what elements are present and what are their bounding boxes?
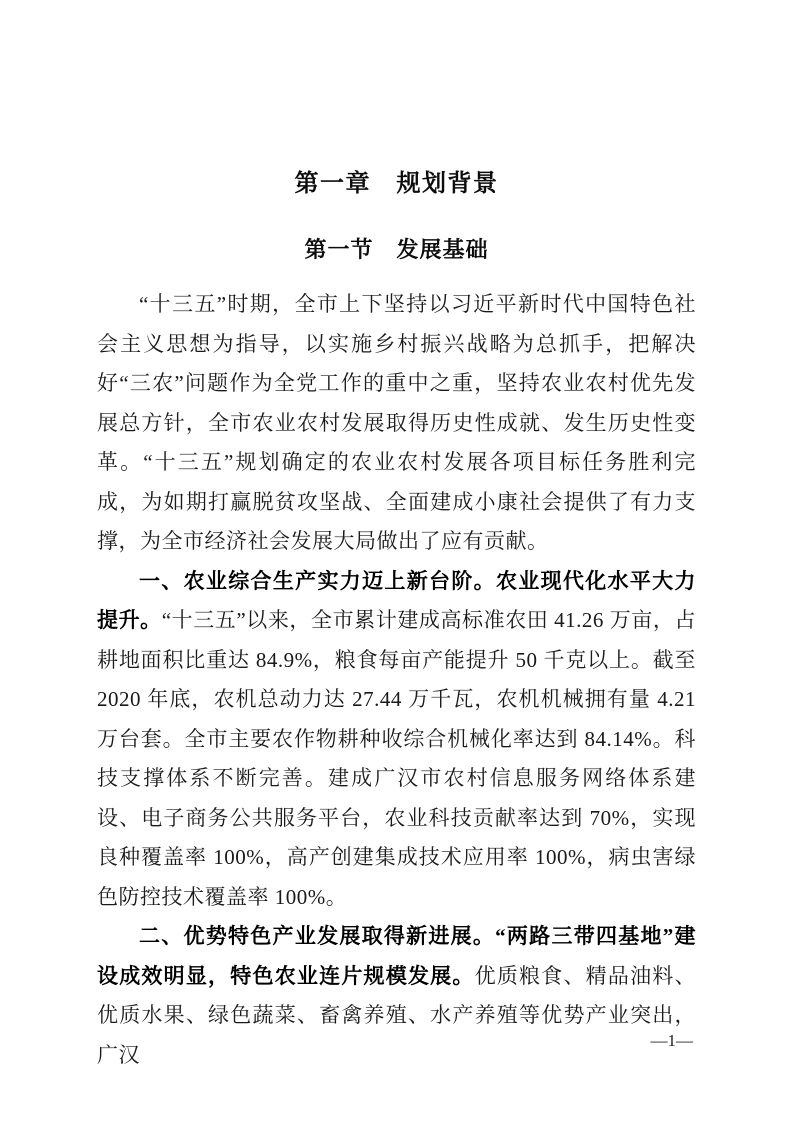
document-body	[97, 285, 696, 1075]
document-content	[97, 0, 696, 1075]
paragraph-2-lead: 一、农业综合生产实力迈上新台阶。农业现代化水平大力提升。	[97, 568, 696, 632]
chapter-title: 第一章 规划背景	[294, 170, 499, 197]
page-number: —1—	[650, 1031, 693, 1050]
paragraph-3-lead: 二、优势特色产业发展取得新进展。“两路三带四基地”建设成效明显，特色农业连片规模发展。	[97, 924, 696, 988]
paragraph-1	[97, 285, 696, 562]
paragraph-2-text: “十三五”以来，全市累计建成高标准农田 41.26 万亩，占耕地面积比重达 84.9%，粮食每亩产能提升 50 千克以上。截至 2020 年底，农机总动力达 27.44 万千瓦，农机机械拥有量 4.21 万台套。全市主要农作物耕种收综合机械化率达到 84.14%。科技支撑体系不断完善。建成广汉市农村信息服务网络体系建设、电子商务公共服务平台，农业科技贡献率达到 70%，实现良种覆盖率 100%，高产创建集成技术应用率 100%，病虫害绿色防控技术覆盖率 100%。	[97, 608, 696, 909]
section-title: 第一节 发展基础	[304, 237, 489, 262]
paragraph-1-text: “十三五”时期，全市上下坚持以习近平新时代中国特色社会主义思想为指导，以实施乡村振兴战略为总抓手，把解决好“三农”问题作为全党工作的重中之重，坚持农业农村优先发展总方针，全市农业农村发展取得历史性成就、发生历史性变革。“十三五”规划确定的农业农村发展各项目标任务胜利完成，为如期打赢脱贫攻坚战、全面建成小康社会提供了有力支撑，为全市经济社会发展大局做出了应有贡献。	[97, 292, 696, 553]
paragraph-2	[97, 562, 696, 918]
paragraph-3	[97, 917, 696, 1075]
paragraph-3-text: 优质粮食、精品油料、优质水果、绿色蔬菜、畜禽养殖、水产养殖等优势产业突出，广汉	[97, 963, 697, 1067]
